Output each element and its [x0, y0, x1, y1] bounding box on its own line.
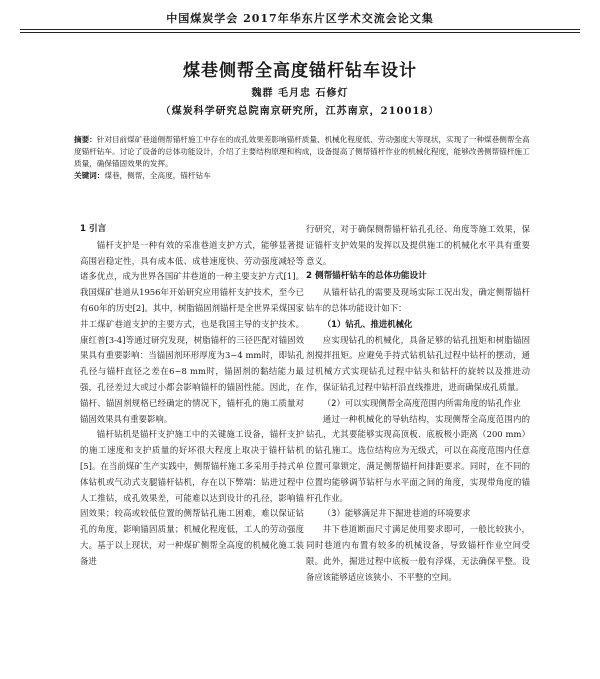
abstract-paragraph: [74, 134, 534, 170]
subsection-3-heading: （3）能够满足井下掘进巷道的环境要求: [322, 508, 471, 519]
intro-paragraph-2: 锚杆钻机是锚杆支护施工中的关键施工设备，锚杆支护的施工速度和支护质量的好坏很大程度上取决于锚杆钻机[5]。在当前煤矿生产实践中，侧帮锚杆施工多采用手持式单体钻机或气动式支腿锚杆钻机，存在以下弊端：钻进过程中人工推钻，成孔效果差，可能难以达到设计的孔径，影响锚固效果；较高或较低位置的侧帮钻孔施工困难，难以保证钻孔的角度，影响锚固质量；机械化程度低，工人的劳动强度大。基于以上现状，对一种煤矿侧帮全高度的机械化施工装备进: [80, 429, 304, 566]
section-2-heading: 2 侧帮锚杆钻车的总体功能设计: [306, 271, 427, 282]
intro-paragraph-1: 锚杆支护是一种有效的采准巷道支护方式，能够显著提高围岩稳定性，具有成本低、成巷速度快、劳动强度减轻等诸多优点，成为世界各国矿井巷道的一种主要支护方式[1]。我国煤矿巷道从1956年开始研究应用锚杆支护技术，至今已有60年的历史[2]。其中，树脂锚固剂锚杆是全世界采煤国家井工煤矿巷道支护的主要方式，也是我国主导的支护技术。康红普[3-4]等通过研究发现，树脂锚杆的三径匹配对锚固效果具有重要影响：当锚固剂环形厚度为3~4 mm时，即钻孔孔径与锚杆直径之差在6~8 mm时，锚固剂的黏结能力最强，孔径差过大或过小都会影响锚杆的锚固性能。因此，在锚杆、锚固剂规格已经确定的情况下，锚杆孔的施工质量对锚固效果具有重要影响。: [80, 239, 304, 424]
abstract-text: 针对目前煤矿巷道侧帮锚杆施工中存在的成孔效果差影响锚杆质量、机械化程度低、劳动强度大等现状，实现了一种煤巷侧帮全高度锚杆钻车。讨论了设备的总体功能设计，介绍了主要结构原理和构成，设备提高了侧帮锚杆作业的机械化程度，能够改善侧帮锚杆施工质量，确保锚固效果的发挥。: [74, 135, 530, 168]
paper-affiliation: （煤炭科学研究总院南京研究所，江苏南京，210018）: [160, 106, 440, 117]
keywords-text: 煤巷，侧帮，全高度，锚杆钻车: [104, 171, 211, 180]
keywords-paragraph: [74, 170, 534, 182]
section-2-intro: 从锚杆钻孔的需要及现场实际工况出发，确定侧帮锚杆钻车的总体功能设计如下：: [306, 287, 530, 313]
right-column: [306, 222, 530, 585]
paper-title: 煤巷侧帮全高度锚杆钻车设计: [183, 61, 417, 81]
abstract-label: 摘要：: [74, 135, 97, 144]
subsection-1-heading: （1）钻孔、推进机械化: [322, 318, 413, 329]
section-1-heading: 1 引言: [80, 224, 107, 234]
running-head: 中国煤炭学会 2017年华东片区学术交流会论文集: [166, 12, 434, 25]
paper-authors: 魏群 毛月忠 石修灯: [251, 88, 349, 99]
header-rule: [20, 29, 580, 33]
abstract-block: [74, 134, 534, 182]
subsection-1-text: 应实现钻孔的机械化，具备足够的钻孔扭矩和树脂锚固剂搅拌扭矩。应避免手持式钻机钻孔过程中钻杆的摆动，通过机械方式实现钻孔过程中钻头和钻杆的旋转以及推进动作，保证钻孔过程中钻杆沿直线推进，进而确保成孔质量。: [306, 334, 530, 392]
keywords-label: 关键词：: [74, 171, 105, 180]
intro-paragraph-continued: 行研究，对于确保侧帮锚杆钻孔孔径、角度等施工效果，保证锚杆支护效果的发挥以及提供施工的机械化水平具有重要意义。: [306, 224, 530, 266]
subsection-3-text: 井下巷道断面尺寸满足使用要求即可，一般比较狭小，同时巷道内布置有较多的机械设备，导致锚杆作业空间受限。此外，掘进过程中底板一般有浮煤，无法确保平整。设备应该能够适应该狭小、不平整的空间。: [306, 524, 530, 582]
left-column: [80, 222, 304, 570]
subsection-2-heading: （2）可以实现侧帮全高度范围内所需角度的钻孔作业: [322, 397, 521, 408]
subsection-2-text: 通过一种机械化的导轨结构，实现侧帮全高度范围内的钻孔，尤其要能够实现高顶板、底板极小距离（200 mm）的钻孔施工。选位结构应为无级式，可以在高度范围内任意位置可靠锁定，满足侧帮锚杆间排距要求。同时，在不同的位置均能够调节钻杆与水平面之间的角度，实现带角度的锚杆孔作业。: [306, 413, 530, 503]
